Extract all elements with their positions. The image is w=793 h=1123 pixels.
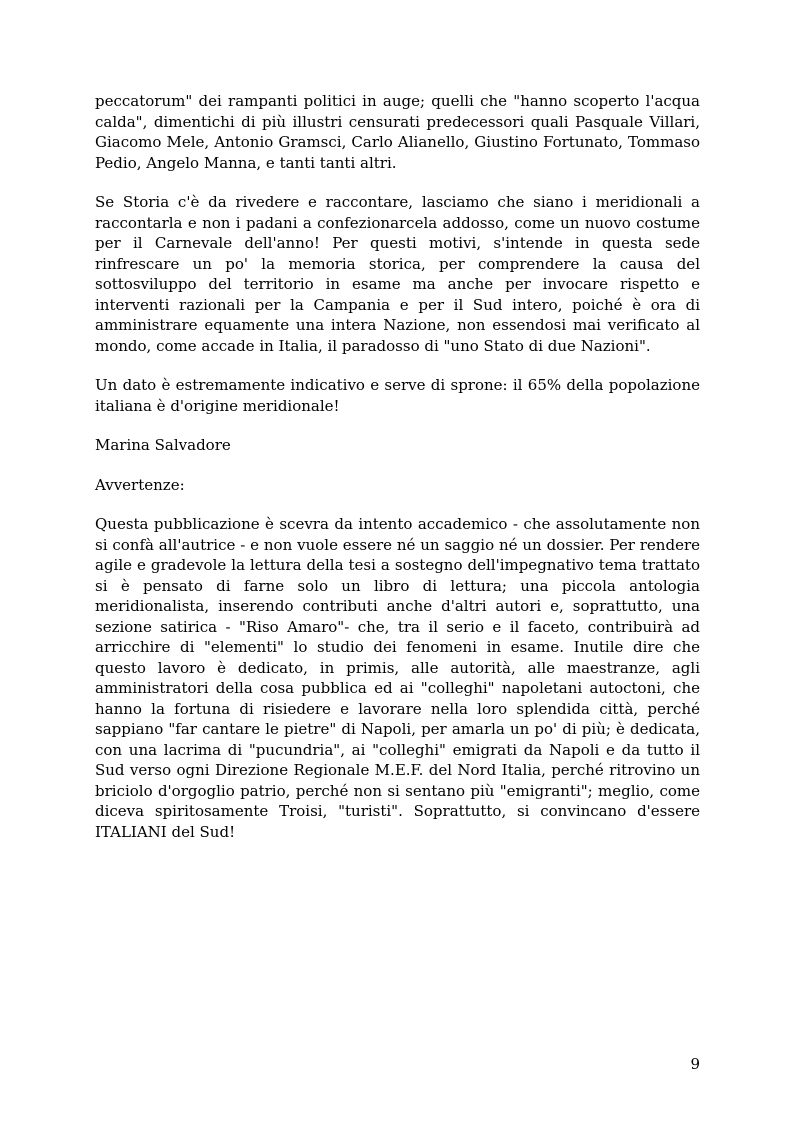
paragraph-statistic: Un dato è estremamente indicativo e serve di sprone: il 65% della popolazione italiana è d'origine meridionale! <box>95 376 700 415</box>
paragraph-avvertenze: Questa pubblicazione è scevra da intento accademico - che assolutamente non si confà all'autrice - e non vuole essere né un saggio né un dossier. Per rendere agile e gradevole la lettura della tesi a sostegno dell'impegnativo tema trattato si è pensato di farne solo un libro di lettura; una piccola antologia meridionalista, inserendo contributi anche d'altri autori e, soprattutto, una sezione satirica - "Riso Amaro"- che, tra il serio e il faceto, contribuirà ad arricchire di "elementi" lo studio dei fenomeni in esame. Inutile dire che questo lavoro è dedicato, in primis, alle autorità, alle maestranze, agli amministratori della cosa pubblica ed ai "colleghi" napoletani autoctoni, che hanno la fortuna di risiedere e lavorare nella loro splendida città, perché sappiano "far cantare le pietre" di Napoli, per amarla un po' di più; è dedicata, con una lacrima di "pucundria", ai "colleghi" emigrati da Napoli e da tutto il Sud verso ogni Direzione Regionale M.E.F. del Nord Italia, perché ritrovino un briciolo d'orgoglio patrio, perché non si sentano più "emigranti"; meglio, come diceva spiritosamente Troisi, "turisti". Soprattutto, si convincano d'essere ITALIANI del Sud! <box>95 515 700 841</box>
paragraph-predecessors: peccatorum" dei rampanti politici in auge; quelli che "hanno scoperto l'acqua calda", dimentichi di più illustri censurati predecessori quali Pasquale Villari, Giacomo Mele, Antonio Gramsci, Carlo Alianello, Giustino Fortunato, Tommaso Pedio, Angelo Manna, e tanti tanti altri. <box>95 92 700 172</box>
page-number: 9 <box>690 1055 700 1073</box>
author-signature: Marina Salvadore <box>95 436 231 454</box>
document-body <box>95 91 700 861</box>
paragraph-storia: Se Storia c'è da rivedere e raccontare, lasciamo che siano i meridionali a raccontarla e non i padani a confezionarcela addosso, come un nuovo costume per il Carnevale dell'anno! Per questi motivi, s'intende in questa sede rinfrescare un po' la memoria storica, per comprendere la causa del sottosviluppo del territorio in esame ma anche per invocare rispetto e interventi razionali per la Campania e per il Sud intero, poiché è ora di amministrare equamente una intera Nazione, non essendosi mai verificato al mondo, come accade in Italia, il paradosso di "uno Stato di due Nazioni". <box>95 193 700 355</box>
section-heading-avvertenze: Avvertenze: <box>95 475 185 494</box>
